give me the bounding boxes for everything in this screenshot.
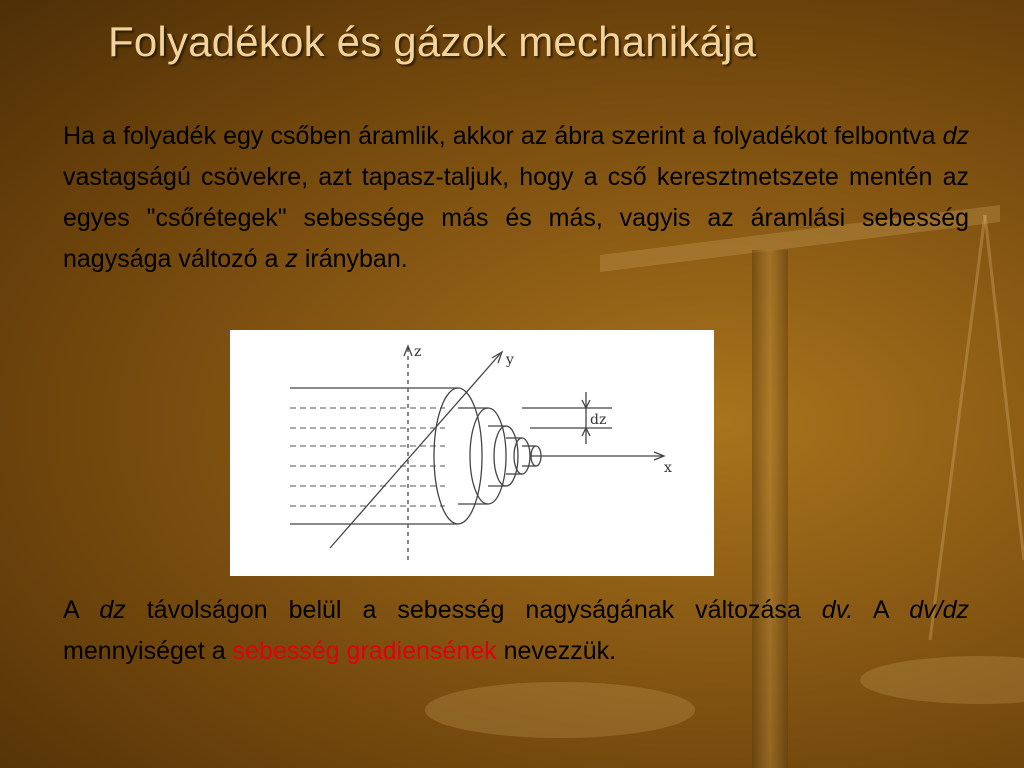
grad-text-2: távolságon belül a sebesség nagyságának változása [125,596,822,624]
pipe-layers-figure [230,330,714,576]
dv-symbol: dv. [821,596,854,624]
slide-title: Folyadékok és gázok mechanikája [108,18,757,65]
grad-text-4: mennyiséget a [63,637,233,665]
cylinder-2 [470,408,506,504]
gradient-paragraph [63,590,969,672]
dz-label: dz [590,412,607,428]
dz-symbol-2: dz [99,596,126,624]
z-axis-label: z [414,344,422,360]
velocity-gradient-highlight: sebesség gradiensének [232,637,497,665]
grad-text-5: nevezzük. [496,637,617,665]
dz-symbol: dz [942,122,969,150]
z-symbol: z [285,245,298,273]
y-axis [330,354,500,548]
intro-text-4: irányban. [297,245,408,273]
intro-text-3: "csőrétegek" sebessége más és más, vagyis az áramlási sebesség nagysága változó a [63,204,970,273]
intro-paragraph [63,116,969,280]
inner-layer-lines [290,408,445,506]
x-axis-label: x [664,460,672,476]
dvdz-symbol: dv/dz [909,596,969,624]
cylinder-4 [514,438,530,474]
pipe-diagram [230,330,714,576]
grad-text-3: A [853,596,910,624]
y-axis-label: y [506,352,514,368]
intro-text-1: Ha a folyadék egy csőben áramlik, akkor az ábra szerint a folyadékot felbontva [63,122,943,150]
intro-text-2: vastagságú csövekre, azt tapasz-taljuk, hogy a cső keresztmetszete mentén az egyes [63,163,969,232]
grad-text-1: A [63,596,100,624]
